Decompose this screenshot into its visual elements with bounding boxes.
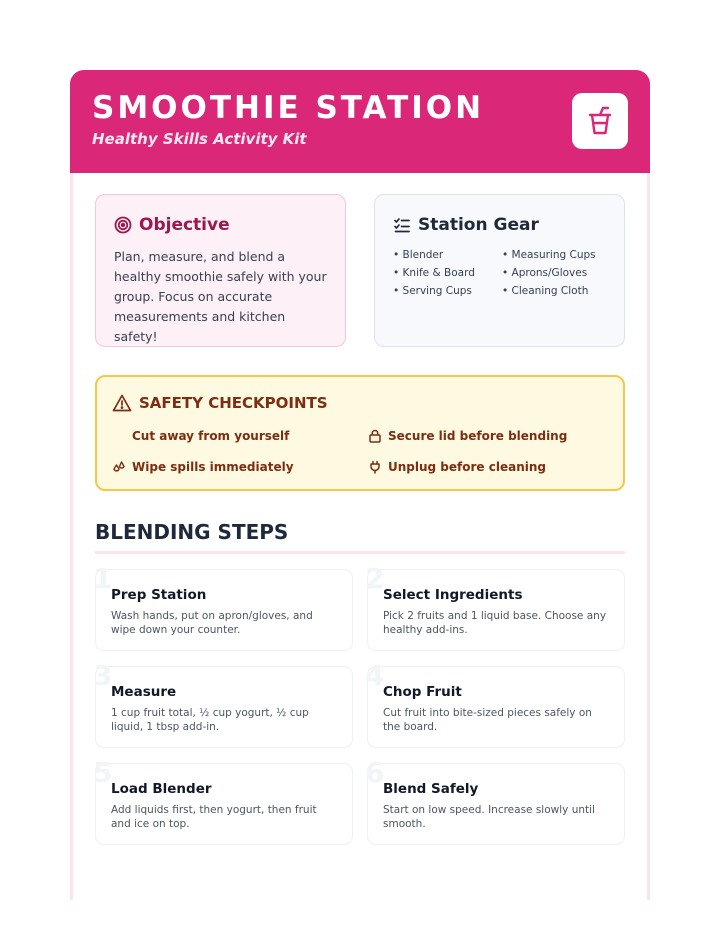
step-title: Chop Fruit bbox=[383, 684, 462, 700]
step-description: Pick 2 fruits and 1 liquid base. Choose any healthy add-ins. bbox=[383, 610, 607, 636]
step-card bbox=[365, 756, 625, 845]
step-title: Select Ingredients bbox=[383, 587, 523, 603]
step-card bbox=[93, 562, 353, 651]
safety-item: Cut away from yourself bbox=[112, 429, 289, 443]
step-description: Cut fruit into bite-sized pieces safely on the board. bbox=[383, 707, 592, 733]
smoothie-cup-icon bbox=[572, 93, 628, 149]
objective-card bbox=[95, 194, 346, 347]
safety-checkpoints-card bbox=[95, 375, 625, 491]
safety-heading: SAFETY CHECKPOINTS bbox=[139, 394, 328, 412]
step-description: Start on low speed. Increase slowly until smooth. bbox=[383, 804, 595, 830]
objective-text: Plan, measure, and blend a healthy smoothie safely with your group. Focus on accurate measurements and kitchen safety! bbox=[114, 249, 327, 344]
step-card bbox=[365, 562, 625, 651]
gear-item: • Blender bbox=[393, 248, 502, 262]
gear-item: • Aprons/Gloves bbox=[502, 266, 618, 280]
step-title: Load Blender bbox=[111, 781, 212, 797]
step-card bbox=[93, 659, 353, 748]
checklist-icon bbox=[393, 216, 411, 234]
step-number: 1 bbox=[93, 562, 113, 595]
step-description: Add liquids first, then yogurt, then fruit and ice on top. bbox=[111, 804, 317, 830]
blending-steps-heading: BLENDING STEPS bbox=[95, 520, 289, 544]
station-gear-heading: Station Gear bbox=[418, 215, 539, 235]
warning-icon bbox=[112, 394, 132, 412]
section-divider bbox=[95, 551, 625, 554]
safety-item: Wipe spills immediately bbox=[112, 460, 294, 474]
step-number: 6 bbox=[365, 756, 385, 789]
gear-item: • Serving Cups bbox=[393, 284, 502, 298]
plug-icon bbox=[368, 460, 382, 474]
gear-list bbox=[393, 248, 618, 298]
step-number: 2 bbox=[365, 562, 385, 595]
page-title: SMOOTHIE STATION bbox=[92, 90, 485, 126]
step-description: Wash hands, put on apron/gloves, and wipe down your counter. bbox=[111, 610, 313, 636]
objective-heading: Objective bbox=[139, 215, 230, 235]
step-card bbox=[365, 659, 625, 748]
gear-item: • Measuring Cups bbox=[502, 248, 618, 262]
safety-item: Unplug before cleaning bbox=[368, 460, 546, 474]
gear-item: • Cleaning Cloth bbox=[502, 284, 618, 298]
step-description: 1 cup fruit total, ½ cup yogurt, ½ cup liquid, 1 tbsp add-in. bbox=[111, 707, 309, 733]
station-gear-card bbox=[374, 194, 625, 347]
page-header bbox=[70, 70, 650, 173]
step-number: 5 bbox=[93, 756, 113, 789]
target-icon bbox=[114, 216, 132, 234]
step-title: Prep Station bbox=[111, 587, 207, 603]
step-title: Blend Safely bbox=[383, 781, 479, 797]
step-number: 3 bbox=[93, 659, 113, 692]
step-title: Measure bbox=[111, 684, 177, 700]
safety-item: Secure lid before blending bbox=[368, 429, 567, 443]
knife-icon bbox=[112, 429, 126, 443]
step-number: 4 bbox=[365, 659, 385, 692]
gear-item: • Knife & Board bbox=[393, 266, 502, 280]
droplets-icon bbox=[112, 460, 126, 474]
lock-icon bbox=[368, 429, 382, 443]
step-card bbox=[93, 756, 353, 845]
page-subtitle: Healthy Skills Activity Kit bbox=[92, 130, 307, 148]
